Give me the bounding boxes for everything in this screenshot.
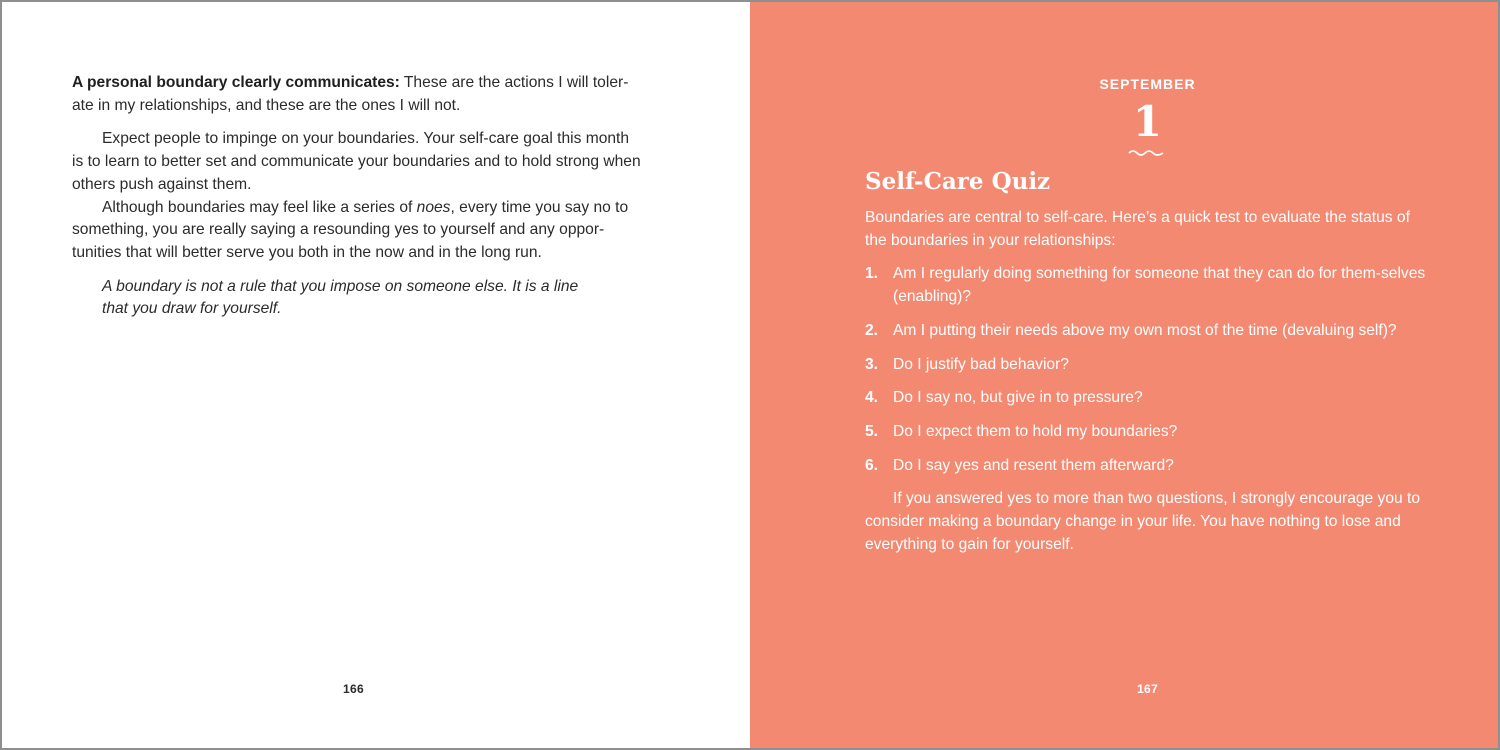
question-text: Am I putting their needs above my own most of the time (devaluing self)?: [893, 321, 1397, 339]
right-page: [750, 2, 1498, 748]
question-text: Do I say yes and resent them afterward?: [893, 456, 1174, 474]
quiz-intro: Boundaries are central to self-care. Here’s a quick test to evaluate the status of the boundaries in your relationships:: [865, 209, 1410, 249]
month-label: SEPTEMBER: [1099, 76, 1196, 92]
squiggle-ornament: [1128, 148, 1164, 158]
question-text: Do I justify bad behavior?: [893, 355, 1069, 373]
question-text: Do I say no, but give in to pressure?: [893, 389, 1143, 407]
left-page-body: [72, 72, 642, 321]
lead-text: These are the actions I will toler-ate in my relationships, and these are the ones I will not.: [72, 74, 629, 114]
quiz-question: [865, 263, 1430, 308]
question-number: 1.: [865, 265, 879, 283]
paragraph-although: [72, 197, 642, 265]
paragraph-intro: [72, 72, 642, 117]
page-number-left: 166: [343, 682, 364, 696]
quiz-closing: If you answered yes to more than two questions, I strongly encourage you to consider making a boundary change in your life. You have nothing to lose and everything to gain for yourself.: [865, 490, 1421, 553]
emphasis-noes: noes: [416, 198, 451, 216]
day-number: 1: [1132, 97, 1163, 146]
quiz-question: [865, 387, 1430, 410]
question-number: 2.: [865, 321, 879, 339]
quiz-question: [865, 354, 1430, 377]
question-text: Do I expect them to hold my boundaries?: [893, 422, 1178, 440]
question-number: 4.: [865, 389, 879, 407]
lead-heading: A personal boundary clearly communicates:: [72, 74, 400, 91]
quiz-question: [865, 455, 1430, 478]
question-number: 3.: [865, 355, 879, 373]
page-number-right: 167: [1137, 682, 1158, 696]
pull-quote: A boundary is not a rule that you impose on someone else. It is a line that you draw for yourself.: [102, 277, 579, 318]
quiz-question-list: [865, 263, 1430, 477]
quiz-question: [865, 421, 1430, 444]
right-page-body: [865, 207, 1430, 556]
left-page: [2, 2, 750, 748]
quiz-question: [865, 320, 1430, 343]
question-text: Am I regularly doing something for someone that they can do for them-selves (enabling)?: [893, 265, 1426, 306]
paragraph-although-end: , every time you say no to something, you are really saying a resounding yes to yourself and any oppor-tunities that will better serve you both in the now and in the long run.: [72, 198, 629, 261]
question-number: 6.: [865, 456, 879, 474]
paragraph-although-start: Although boundaries may feel like a series of: [102, 198, 417, 216]
paragraph-expect: Expect people to impinge on your boundaries. Your self-care goal this month is to learn to better set and communicate your boundaries and to hold strong when others push against them.: [72, 130, 641, 193]
quiz-title: Self-Care Quiz: [865, 168, 1051, 195]
book-spread: [2, 2, 1498, 748]
question-number: 5.: [865, 422, 879, 440]
